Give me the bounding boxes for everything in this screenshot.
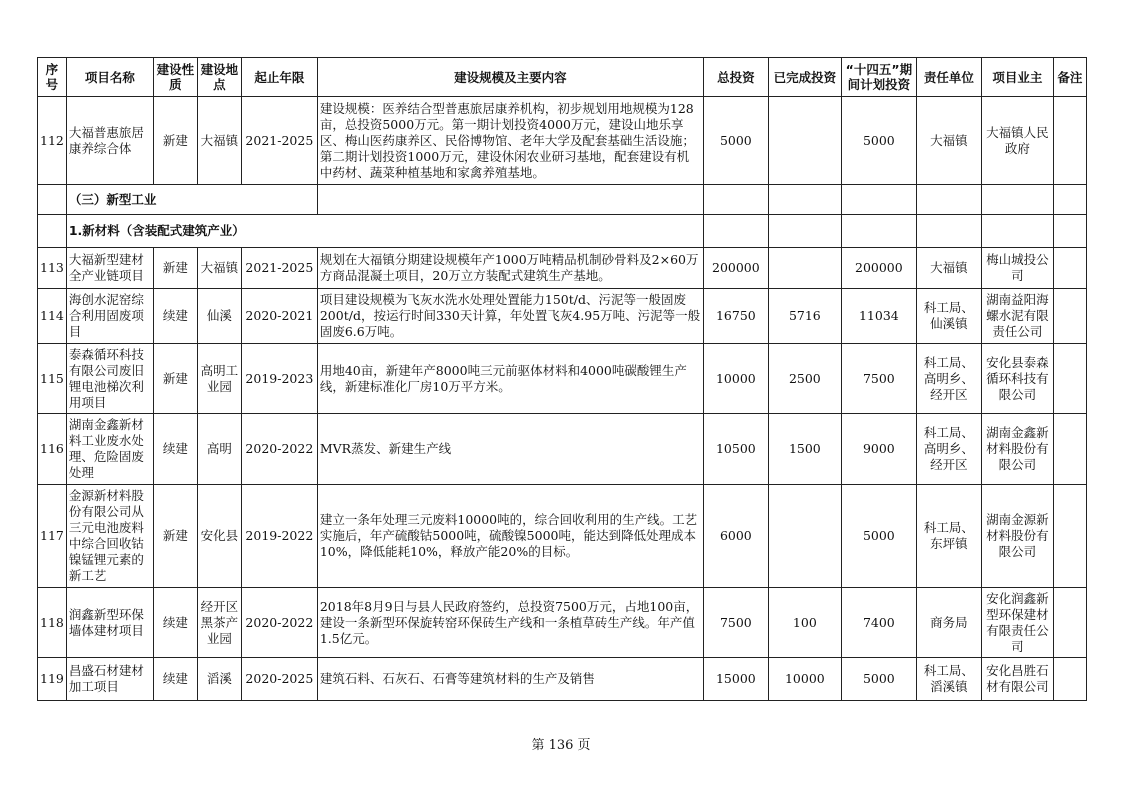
cell-owner: 梅山城投公司 <box>981 248 1053 289</box>
cell-completed: 10000 <box>768 658 841 701</box>
cell-nature: 续建 <box>153 588 197 658</box>
cell-nature: 新建 <box>153 97 197 185</box>
cell-owner: 湖南金源新材料股份有限公司 <box>981 485 1053 588</box>
header-scale: 建设规模及主要内容 <box>317 58 703 97</box>
cell-total: 10500 <box>703 414 768 485</box>
cell-period: 2019-2023 <box>241 344 317 414</box>
cell-scale: 项目建设规模为飞灰水洗水处理处置能力150t/d、污泥等一般固废200t/d，按运行时间330天计算，年处置飞灰4.95万吨、污泥等一般固废6.6万吨。 <box>317 289 703 344</box>
cell-period: 2020-2022 <box>241 588 317 658</box>
cell-plan: 5000 <box>841 658 916 701</box>
cell-location: 高明 <box>197 414 241 485</box>
section-empty <box>916 215 981 248</box>
header-row <box>38 58 1087 97</box>
cell-owner: 大福镇人民政府 <box>981 97 1053 185</box>
cell-location: 大福镇 <box>197 248 241 289</box>
header-plan: “十四五”期间计划投资 <box>841 58 916 97</box>
cell-name: 大福普惠旅居康养综合体 <box>66 97 153 185</box>
section-empty <box>841 185 916 215</box>
table-row <box>38 588 1087 658</box>
section-empty <box>317 185 703 215</box>
cell-plan: 9000 <box>841 414 916 485</box>
header-note: 备注 <box>1053 58 1086 97</box>
cell-total: 5000 <box>703 97 768 185</box>
cell-owner: 湖南金鑫新材料股份有限公司 <box>981 414 1053 485</box>
section-empty <box>841 215 916 248</box>
section-blank <box>38 185 67 215</box>
cell-note <box>1053 658 1086 701</box>
cell-nature: 续建 <box>153 289 197 344</box>
cell-scale: 用地40亩，新建年产8000吨三元前驱体材料和4000吨碳酸锂生产线，新建标准化厂房10万平方米。 <box>317 344 703 414</box>
header-nature: 建设性质 <box>153 58 197 97</box>
header-total: 总投资 <box>703 58 768 97</box>
table-row <box>38 289 1087 344</box>
section-empty <box>981 185 1053 215</box>
cell-seq: 115 <box>38 344 67 414</box>
cell-seq: 118 <box>38 588 67 658</box>
page-number: 第 136 页 <box>531 738 591 753</box>
cell-scale: 建筑石料、石灰石、石膏等建筑材料的生产及销售 <box>317 658 703 701</box>
cell-nature: 新建 <box>153 344 197 414</box>
cell-nature: 续建 <box>153 414 197 485</box>
cell-completed <box>768 485 841 588</box>
header-period: 起止年限 <box>241 58 317 97</box>
table-row <box>38 248 1087 289</box>
cell-period: 2020-2022 <box>241 414 317 485</box>
cell-plan: 5000 <box>841 485 916 588</box>
cell-name: 泰森循环科技有限公司废旧锂电池梯次利用项目 <box>66 344 153 414</box>
cell-note <box>1053 344 1086 414</box>
section-blank <box>38 215 67 248</box>
header-seq: 序号 <box>38 58 67 97</box>
cell-plan: 7400 <box>841 588 916 658</box>
cell-plan: 11034 <box>841 289 916 344</box>
cell-note <box>1053 248 1086 289</box>
cell-total: 200000 <box>703 248 768 289</box>
cell-total: 15000 <box>703 658 768 701</box>
cell-location: 安化县 <box>197 485 241 588</box>
cell-scale: 2018年8月9日与县人民政府签约，总投资7500万元，占地100亩，建设一条新型环保旋转窑环保砖生产线和一条植草砖生产线。年产值1.5亿元。 <box>317 588 703 658</box>
cell-period: 2020-2025 <box>241 658 317 701</box>
table-row <box>38 414 1087 485</box>
section-empty <box>916 185 981 215</box>
cell-name: 湖南金鑫新材料工业废水处理、危险固废处理 <box>66 414 153 485</box>
table-row <box>38 344 1087 414</box>
cell-nature: 新建 <box>153 485 197 588</box>
cell-owner: 安化县泰森循环科技有限公司 <box>981 344 1053 414</box>
header-dept: 责任单位 <box>916 58 981 97</box>
cell-note <box>1053 588 1086 658</box>
section-empty <box>768 215 841 248</box>
subsection-row <box>38 215 1087 248</box>
header-owner: 项目业主 <box>981 58 1053 97</box>
project-table <box>37 57 1087 701</box>
cell-scale: 建设规模：医养结合型普惠旅居康养机构，初步规划用地规模为128亩，总投资5000万元。第一期计划投资4000万元，建设山地乐享区、梅山医药康养区、民俗博物馆、老年大学及配套基础生活设施；第二期计划投资1000万元，建设休闲农业研习基地，配套建设有机中药材、蔬菜种植基地和家禽养殖基地。 <box>317 97 703 185</box>
cell-note <box>1053 414 1086 485</box>
cell-owner: 安化昌胜石材有限公司 <box>981 658 1053 701</box>
cell-dept: 科工局、高明乡、经开区 <box>916 344 981 414</box>
cell-dept: 科工局、高明乡、经开区 <box>916 414 981 485</box>
cell-completed: 1500 <box>768 414 841 485</box>
cell-plan: 5000 <box>841 97 916 185</box>
cell-period: 2021-2025 <box>241 248 317 289</box>
subsection-title: 1.新材料（含装配式建筑产业） <box>66 215 703 248</box>
section-empty <box>703 185 768 215</box>
cell-completed: 2500 <box>768 344 841 414</box>
cell-seq: 113 <box>38 248 67 289</box>
cell-dept: 科工局、东坪镇 <box>916 485 981 588</box>
cell-name: 昌盛石材建材加工项目 <box>66 658 153 701</box>
section-empty <box>768 185 841 215</box>
cell-seq: 116 <box>38 414 67 485</box>
cell-seq: 114 <box>38 289 67 344</box>
cell-plan: 200000 <box>841 248 916 289</box>
cell-completed: 5716 <box>768 289 841 344</box>
cell-completed <box>768 248 841 289</box>
section-empty <box>1053 215 1086 248</box>
section-title: （三）新型工业 <box>66 185 317 215</box>
cell-period: 2021-2025 <box>241 97 317 185</box>
cell-completed <box>768 97 841 185</box>
cell-seq: 112 <box>38 97 67 185</box>
cell-seq: 117 <box>38 485 67 588</box>
cell-name: 金源新材料股份有限公司从三元电池废料中综合回收钴镍锰锂元素的新工艺 <box>66 485 153 588</box>
cell-location: 高明工业园 <box>197 344 241 414</box>
cell-dept: 大福镇 <box>916 97 981 185</box>
cell-name: 海创水泥窑综合利用固废项目 <box>66 289 153 344</box>
cell-owner: 安化润鑫新型环保建材有限责任公司 <box>981 588 1053 658</box>
cell-completed: 100 <box>768 588 841 658</box>
header-location: 建设地点 <box>197 58 241 97</box>
cell-note <box>1053 485 1086 588</box>
cell-location: 大福镇 <box>197 97 241 185</box>
cell-dept: 科工局、滔溪镇 <box>916 658 981 701</box>
cell-location: 仙溪 <box>197 289 241 344</box>
header-completed: 已完成投资 <box>768 58 841 97</box>
cell-name: 润鑫新型环保墙体建材项目 <box>66 588 153 658</box>
cell-total: 6000 <box>703 485 768 588</box>
cell-location: 经开区黑茶产业园 <box>197 588 241 658</box>
cell-total: 16750 <box>703 289 768 344</box>
cell-total: 10000 <box>703 344 768 414</box>
header-name: 项目名称 <box>66 58 153 97</box>
cell-dept: 科工局、仙溪镇 <box>916 289 981 344</box>
cell-location: 滔溪 <box>197 658 241 701</box>
section-row <box>38 185 1087 215</box>
cell-total: 7500 <box>703 588 768 658</box>
cell-period: 2020-2021 <box>241 289 317 344</box>
cell-nature: 新建 <box>153 248 197 289</box>
table-row <box>38 658 1087 701</box>
section-empty <box>703 215 768 248</box>
cell-note <box>1053 289 1086 344</box>
cell-scale: 规划在大福镇分期建设规模年产1000万吨精品机制砂骨料及2×60万方商品混凝土项目，20万立方装配式建筑生产基地。 <box>317 248 703 289</box>
cell-dept: 商务局 <box>916 588 981 658</box>
cell-scale: 建立一条年处理三元废料10000吨的，综合回收利用的生产线。工艺实施后，年产硫酸钴5000吨，硫酸镍5000吨，能达到降低处理成本10%，降低能耗10%，释放产能20%的目标。 <box>317 485 703 588</box>
cell-nature: 续建 <box>153 658 197 701</box>
cell-owner: 湖南益阳海螺水泥有限责任公司 <box>981 289 1053 344</box>
cell-plan: 7500 <box>841 344 916 414</box>
cell-name: 大福新型建材全产业链项目 <box>66 248 153 289</box>
cell-period: 2019-2022 <box>241 485 317 588</box>
cell-seq: 119 <box>38 658 67 701</box>
section-empty <box>1053 185 1086 215</box>
cell-note <box>1053 97 1086 185</box>
table-row <box>38 485 1087 588</box>
table-row <box>38 97 1087 185</box>
cell-scale: MVR蒸发、新建生产线 <box>317 414 703 485</box>
section-empty <box>981 215 1053 248</box>
cell-dept: 大福镇 <box>916 248 981 289</box>
